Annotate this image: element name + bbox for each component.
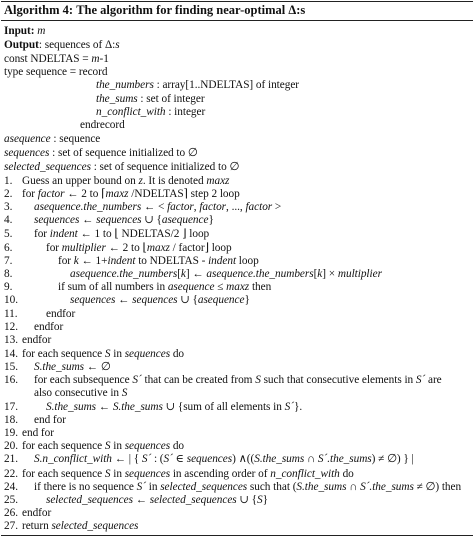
line-text: : array[1..NDELTAS] of integer — [153, 79, 300, 91]
line-text: n_conflict_with — [270, 468, 340, 480]
line-number: 25. — [4, 494, 18, 506]
line-text: const NDELTAS = — [4, 53, 92, 65]
line-text: : set of integer — [137, 93, 205, 105]
caption-title: The algorithm for finding near-optimal Δ:s — [76, 3, 306, 17]
line-number: 19. — [4, 427, 18, 439]
line-text: / factor⌋ loop — [169, 242, 232, 254]
line-number: 2. — [4, 188, 13, 200]
line-text: m — [37, 25, 46, 37]
line-text: sequences — [124, 468, 171, 480]
line-text: k — [180, 268, 186, 280]
line-text: for each sequence — [22, 468, 105, 480]
algorithm-line — [4, 507, 51, 520]
algorithm-line — [4, 268, 382, 281]
line-text: z — [138, 175, 143, 187]
line-number: 24. — [4, 481, 18, 493]
line-number: 1. — [4, 175, 13, 187]
line-text: ← — [115, 294, 133, 306]
line-text: S´.the_sums — [360, 481, 414, 493]
line-text: for — [22, 188, 38, 200]
algorithm-line — [4, 427, 54, 440]
line-text: ← — [96, 401, 113, 413]
line-text: end for — [22, 427, 54, 439]
line-text: for each sequence — [22, 440, 105, 452]
line-text: are — [425, 374, 442, 386]
line-text: asequence — [197, 294, 245, 306]
algorithm-line — [4, 414, 66, 427]
line-text: multiplier — [61, 242, 106, 254]
line-text: the_numbers — [96, 79, 154, 91]
line-text: [ — [177, 268, 181, 280]
line-text: : integer — [165, 106, 206, 118]
line-number: 8. — [4, 268, 13, 280]
line-text: factor — [167, 201, 194, 213]
line-text: indent — [49, 228, 78, 240]
line-text: ∈ — [172, 453, 187, 465]
line-text: asequence — [167, 281, 215, 293]
algorithm-declaration — [4, 66, 107, 79]
line-text: endfor — [34, 321, 64, 333]
line-text: Input: — [4, 25, 35, 37]
line-text: selected_sequences — [4, 161, 91, 173]
line-text: ← 2 to ⌊ — [105, 242, 147, 254]
line-text: S´ — [415, 374, 426, 386]
line-text: ← — [79, 214, 97, 226]
line-text: ∪ {sum of all elements in — [162, 401, 285, 413]
line-text: m — [91, 53, 100, 65]
line-text: for — [34, 228, 50, 240]
line-text: ← 1+ — [78, 255, 108, 267]
line-text: . It is denoted — [142, 175, 207, 187]
line-text: S.the_sums — [46, 401, 97, 413]
line-text: endfor — [46, 308, 76, 320]
algorithm-line — [4, 201, 281, 214]
line-text: ] × — [322, 268, 338, 280]
algorithm-declaration — [4, 161, 239, 174]
line-text: : sequence — [50, 133, 101, 145]
line-text: the_sums — [96, 93, 138, 105]
line-number: 27. — [4, 520, 18, 532]
line-text: S.the_sums — [254, 453, 305, 465]
line-text: for — [46, 242, 62, 254]
line-text: factor — [245, 201, 273, 213]
line-text: Output — [4, 39, 39, 51]
line-text: multiplier — [337, 268, 382, 280]
line-number: 12. — [4, 321, 18, 333]
line-text: S — [104, 348, 111, 360]
line-number: 7. — [4, 255, 13, 267]
line-text: ] ← — [185, 268, 207, 280]
line-text: } — [244, 294, 250, 306]
line-number: 5. — [4, 228, 13, 240]
line-text: asequence — [161, 214, 209, 226]
algorithm-line — [4, 494, 268, 507]
line-text: S´ — [136, 481, 146, 493]
line-text: S — [104, 440, 111, 452]
line-text: ← — [132, 494, 150, 506]
line-text: , ..., — [226, 201, 246, 213]
line-text: n_conflict_with — [96, 106, 166, 118]
algorithm-line — [4, 228, 209, 241]
line-text: asequence — [4, 133, 51, 145]
line-number: 16. — [4, 374, 18, 386]
line-text: selected_sequences — [46, 494, 133, 506]
line-text: type sequence = record — [4, 66, 108, 78]
line-text: S — [104, 468, 111, 480]
line-number: 4. — [4, 214, 13, 226]
algorithm-line — [4, 321, 63, 334]
line-number: 26. — [4, 507, 18, 519]
line-text: sequences — [4, 147, 50, 159]
line-text: ) ∧(( — [232, 453, 255, 465]
algorithm-line — [4, 175, 229, 188]
line-text: ← 1 to ⌊ NDELTAS/2 ⌋ loop — [77, 228, 210, 240]
line-text: do — [170, 440, 185, 452]
algorithm-line — [4, 308, 75, 321]
line-text: sequences — [132, 294, 178, 306]
line-text: sequences — [34, 214, 80, 226]
line-text: maxz — [226, 281, 250, 293]
line-text: S.the_sums — [34, 361, 85, 373]
algorithm-line — [4, 453, 414, 466]
line-number: 13. — [4, 334, 18, 346]
algorithm-line — [4, 520, 138, 533]
line-text: loop — [236, 255, 259, 267]
line-text: ∪ { — [141, 214, 162, 226]
line-number: 11. — [4, 308, 18, 320]
line-text: k — [317, 268, 323, 280]
algorithm-line — [4, 334, 51, 347]
algorithm-line — [4, 188, 240, 201]
line-text: then — [249, 281, 272, 293]
line-number: 22. — [4, 468, 18, 480]
line-text: } — [262, 494, 268, 506]
line-text: do — [339, 468, 354, 480]
line-text: S´ — [284, 401, 294, 413]
line-text: /NDELTAS⌉ step 2 loop — [128, 188, 240, 200]
line-text: maxz — [105, 188, 129, 200]
line-text: endrecord — [80, 119, 125, 131]
line-text: sequences — [96, 214, 142, 226]
line-text: factor — [37, 188, 65, 200]
line-number: 3. — [4, 201, 13, 213]
line-text: for each subsequence — [34, 374, 133, 386]
algorithm-caption — [4, 3, 305, 18]
line-text: [ — [313, 268, 318, 280]
algorithm-line — [4, 348, 184, 361]
line-text: ← 2 to ⌈ — [64, 188, 106, 200]
line-text: ∪ { — [236, 494, 257, 506]
line-text: if there is no sequence — [34, 481, 137, 493]
algorithm-line — [4, 468, 354, 481]
line-text: sequences — [70, 294, 116, 306]
algorithm-line — [4, 440, 184, 453]
line-number: 15. — [4, 361, 18, 373]
line-text: S.n_conflict_with — [34, 453, 112, 465]
algorithm-line — [4, 294, 250, 307]
line-text: factor — [199, 201, 227, 213]
line-text: S´ — [163, 453, 173, 465]
algorithm-declaration — [96, 79, 299, 92]
line-text: indent — [208, 255, 237, 267]
line-text: -1 — [99, 53, 109, 65]
caption-label: Algorithm 4: — [4, 3, 74, 17]
line-text: ∪ { — [177, 294, 198, 306]
line-text: maxz — [206, 175, 230, 187]
line-number: 18. — [4, 414, 18, 426]
line-text: such that consecutive elements in — [260, 374, 416, 386]
algorithm-line — [4, 361, 111, 374]
line-text: ) ≠ ∅) } | — [371, 453, 414, 465]
line-text: , — [193, 201, 200, 213]
line-number: 17. — [4, 401, 18, 413]
line-text: S´ — [132, 374, 142, 386]
line-text: S — [256, 494, 263, 506]
line-text: in — [110, 468, 125, 480]
algorithm-declaration — [4, 147, 198, 160]
line-text: S.the_sums — [112, 401, 163, 413]
line-text: ← | { — [111, 453, 142, 465]
algorithm-line — [4, 281, 271, 294]
line-text: ≠ ∅) then — [413, 481, 462, 493]
algorithm-line — [4, 481, 461, 494]
top-rule — [1, 1, 473, 2]
line-text: endfor — [22, 507, 52, 519]
line-text: sequences — [124, 440, 171, 452]
line-text: : set of sequence initialized to ∅ — [90, 161, 240, 173]
line-text: maxz — [146, 242, 170, 254]
line-text: end for — [34, 414, 66, 426]
line-text: asequence.the_numbers — [206, 268, 314, 280]
line-text: ← ∅ — [84, 361, 111, 373]
line-number: 14. — [4, 348, 18, 360]
line-text: Guess an upper bound on — [22, 175, 139, 187]
algorithm-declaration — [96, 106, 205, 119]
algorithm-declaration — [4, 133, 100, 146]
line-number: 20. — [4, 440, 18, 452]
line-text: in — [110, 440, 125, 452]
line-text: sequences — [124, 348, 171, 360]
algorithm-line — [4, 374, 442, 387]
line-text: if sum of all numbers in — [58, 281, 168, 293]
line-text: for — [58, 255, 74, 267]
line-text: endfor — [22, 334, 52, 346]
line-number: 9. — [4, 281, 13, 293]
algorithm-line — [4, 214, 214, 227]
line-text: selected_sequences — [149, 494, 237, 506]
line-text: s — [115, 39, 120, 51]
line-text: ∩ — [304, 453, 318, 465]
algorithm-declaration — [80, 119, 125, 132]
algorithm-declaration — [4, 25, 45, 38]
line-text: selected_sequences — [160, 481, 248, 493]
algorithm-line — [4, 255, 259, 268]
caption-rule — [1, 20, 473, 21]
bottom-rule — [1, 535, 473, 536]
line-text: : set of sequence initialized to ∅ — [49, 147, 198, 159]
line-text: S´ — [141, 453, 152, 465]
line-text: asequence.the_numbers — [70, 268, 178, 280]
algorithm-line — [4, 242, 232, 255]
line-text: asequence.the_numbers — [34, 201, 142, 213]
line-text: indent — [107, 255, 136, 267]
line-text: ≤ — [214, 281, 227, 293]
line-text: S.the_sums — [296, 481, 347, 493]
line-text: in — [145, 481, 161, 493]
line-text: do — [170, 348, 185, 360]
line-text: : sequences of Δ: — [38, 39, 116, 51]
line-text: : ( — [151, 453, 164, 465]
line-text: such that ( — [247, 481, 297, 493]
line-text: > — [272, 201, 282, 213]
line-text: }. — [293, 401, 303, 413]
line-text: S — [121, 387, 128, 399]
algorithm-declaration — [34, 387, 127, 400]
line-number: 10. — [4, 294, 18, 306]
line-text: return — [22, 520, 52, 532]
line-text: also consecutive in — [34, 387, 122, 399]
line-text: S´.the_sums — [317, 453, 372, 465]
line-text: that can be created from — [141, 374, 256, 386]
line-text: ∩ — [346, 481, 361, 493]
algorithm-declaration — [4, 39, 120, 52]
algorithm-declaration — [96, 93, 205, 106]
line-text: ← < — [141, 201, 168, 213]
line-text: to NDELTAS - — [135, 255, 209, 267]
line-number: 6. — [4, 242, 13, 254]
algorithm-declaration — [4, 53, 109, 66]
line-text: for each sequence — [22, 348, 105, 360]
line-number: 21. — [4, 453, 18, 465]
line-text: sequences — [186, 453, 233, 465]
line-text: in — [110, 348, 125, 360]
algorithm-line — [4, 401, 302, 414]
line-text: } — [208, 214, 214, 226]
line-text: selected_sequences — [51, 520, 139, 532]
line-text: k — [73, 255, 79, 267]
line-text: in ascending order of — [170, 468, 271, 480]
line-text: S — [255, 374, 261, 386]
